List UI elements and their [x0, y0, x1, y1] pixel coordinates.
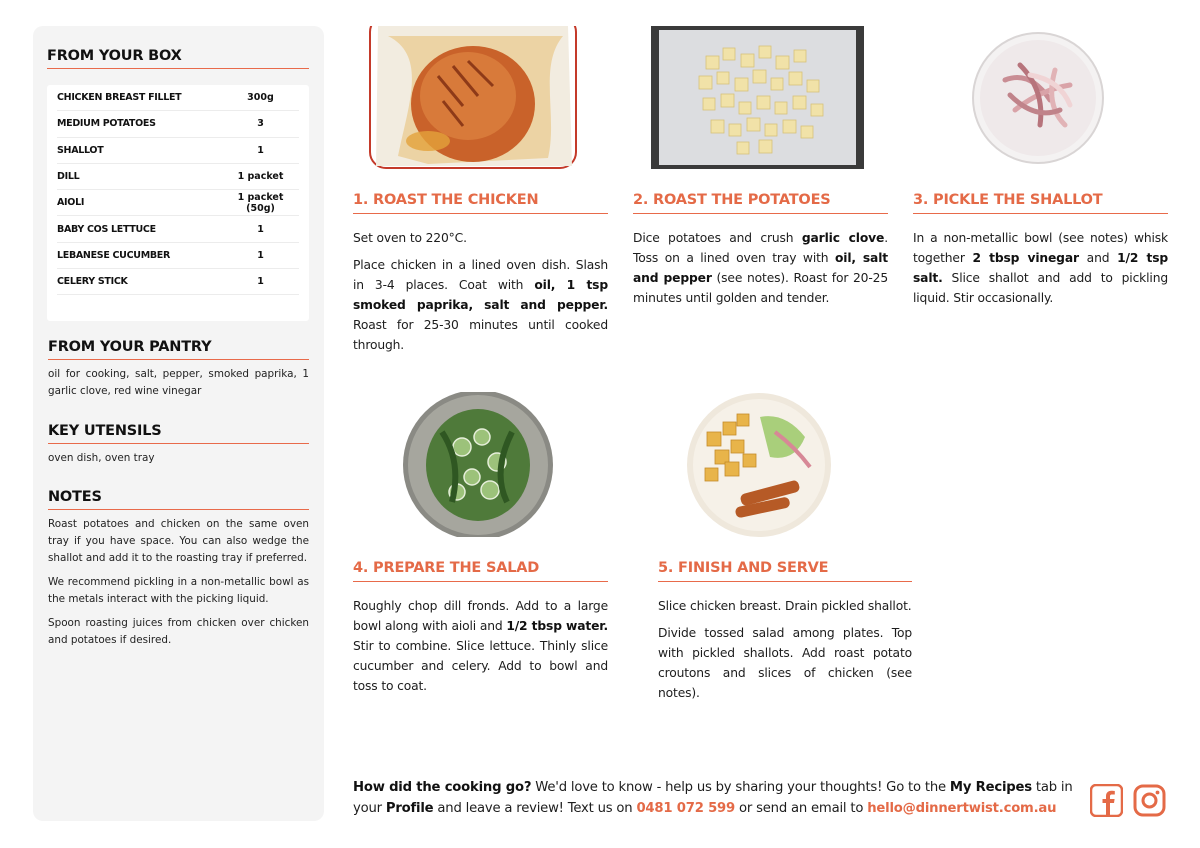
feedback-footer: [353, 777, 1073, 819]
step-5-title: 5. FINISH AND SERVE: [658, 560, 912, 582]
facebook-icon[interactable]: [1090, 784, 1123, 817]
feedback-question: How did the cooking go?: [353, 780, 532, 795]
step-2-body: [633, 228, 888, 308]
ingredient-row: [57, 216, 299, 242]
utensils-text: oven dish, oven tray: [48, 452, 155, 464]
text: tab in your: [353, 780, 1073, 816]
step-1-text: Set oven to 220°C.: [353, 231, 467, 245]
step-2-title: 2. ROAST THE POTATOES: [633, 192, 888, 214]
text: Roughly chop dill fronds. Add to a large bowl along with aioli and: [353, 599, 608, 633]
ingredient-name: BABY COS LETTUCE: [57, 223, 156, 235]
ingredient-qty: 1: [257, 276, 264, 288]
ingredient-name: LEBANESE CUCUMBER: [57, 249, 170, 261]
ingredient-qty: 300g: [247, 92, 274, 104]
notes-text: [48, 516, 309, 649]
text: Place chicken in a lined oven dish. Slash in 3-4 places. Coat with: [353, 258, 608, 292]
text: In a non-metallic bowl (see notes) whisk together: [913, 231, 1168, 265]
ingredient-qty: 1 packet: [237, 171, 284, 183]
ingredient-row: [57, 269, 299, 295]
text: Stir to combine. Slice lettuce. Thinly slice cucumber and celery. Add to bowl and toss to coat.: [353, 639, 608, 693]
my-recipes-label: My Recipes: [949, 780, 1032, 795]
ingredient-row: [57, 111, 299, 137]
step-5-text: Slice chicken breast. Drain pickled shallot.: [658, 599, 912, 613]
step-3-body: [913, 228, 1168, 308]
step-1-body: [353, 228, 608, 355]
bold-text: oil, salt and pepper: [633, 251, 888, 285]
ingredient-row: [57, 85, 299, 111]
text: . Toss on a lined oven tray with: [633, 231, 888, 265]
box-title: FROM YOUR BOX: [47, 48, 309, 69]
ingredient-row: [57, 164, 299, 190]
ingredient-qty: 1: [257, 144, 264, 156]
ingredient-qty: 3: [257, 118, 264, 130]
ingredient-name: CHICKEN BREAST FILLET: [57, 92, 182, 104]
step-4-body: [353, 596, 608, 696]
ingredient-row: [57, 190, 299, 216]
text: (see notes). Roast for 20-25 minutes until golden and tender.: [633, 271, 888, 305]
bold-text: garlic clove: [801, 231, 885, 245]
step-4-text: [353, 596, 608, 696]
roast-potatoes-photo: [651, 26, 864, 169]
ingredient-name: AIOLI: [57, 197, 85, 209]
text: Dice potatoes and crush: [633, 231, 802, 245]
salad-photo: [402, 392, 554, 537]
ingredients-table: [47, 85, 309, 321]
step-1-text-2: [353, 255, 608, 355]
text: Slice shallot and add to pickling liquid. Stir occasionally.: [913, 271, 1168, 305]
ingredient-row-empty: [57, 295, 299, 321]
roast-chicken-photo: [368, 26, 578, 169]
pantry-text: oil for cooking, salt, pepper, smoked paprika, 1 garlic clove, red wine vinegar: [48, 368, 309, 397]
ingredient-qty: 1: [257, 249, 264, 261]
ingredient-row: [57, 243, 299, 269]
utensils-title: KEY UTENSILS: [48, 423, 309, 444]
step-4-title: 4. PREPARE THE SALAD: [353, 560, 608, 582]
ingredient-name: DILL: [57, 171, 80, 183]
notes-title: NOTES: [48, 489, 309, 510]
bold-text: 2 tbsp vinegar: [972, 251, 1079, 265]
notes-section: [48, 489, 309, 649]
finished-plate-photo: [685, 392, 833, 537]
step-1-title: 1. ROAST THE CHICKEN: [353, 192, 608, 214]
ingredient-name: SHALLOT: [57, 144, 104, 156]
ingredient-qty: 1 packet (50g): [237, 191, 284, 214]
ingredient-name: CELERY STICK: [57, 276, 128, 288]
ingredient-name: MEDIUM POTATOES: [57, 118, 156, 130]
profile-label: Profile: [385, 801, 434, 816]
step-5-body: [658, 596, 912, 703]
text: We'd love to know - help us by sharing your thoughts! Go to the: [531, 780, 950, 795]
text: and leave a review! Text us on: [433, 801, 637, 816]
pantry-section: [48, 339, 309, 400]
bold-text: 1/2 tbsp water.: [506, 619, 608, 633]
step-3-title: 3. PICKLE THE SHALLOT: [913, 192, 1168, 214]
ingredient-qty: 1: [257, 223, 264, 235]
text: Roast for 25-30 minutes until cooked through.: [353, 318, 608, 352]
sidebar: [33, 26, 324, 821]
step-3-text: [913, 228, 1168, 308]
note-item: Roast potatoes and chicken on the same oven tray if you have space. You can also wedge the shallot and add it to the roasting tray if preferred.: [48, 518, 309, 564]
ingredient-row: [57, 138, 299, 164]
text: and: [1078, 251, 1118, 265]
step-5-text-2: Divide tossed salad among plates. Top with pickled shallots. Add roast potato croutons and slices of chicken (see notes).: [658, 626, 912, 700]
pantry-title: FROM YOUR PANTRY: [48, 339, 309, 360]
email-link[interactable]: hello@dinnertwist.com.au: [867, 801, 1057, 816]
phone-link[interactable]: 0481 072 599: [636, 801, 735, 816]
step-2-text: [633, 228, 888, 308]
pickled-shallot-photo: [970, 30, 1106, 166]
bold-text: 1/2 tsp salt.: [913, 251, 1169, 285]
bold-text: oil, 1 tsp smoked paprika, salt and pepper.: [353, 278, 609, 312]
utensils-section: [48, 423, 309, 467]
note-item: Spoon roasting juices from chicken over chicken and potatoes if desired.: [48, 617, 309, 646]
note-item: We recommend pickling in a non-metallic bowl as the metals interact with the picking liquid.: [48, 576, 309, 605]
text: or send an email to: [735, 801, 868, 816]
instagram-icon[interactable]: [1133, 784, 1166, 817]
